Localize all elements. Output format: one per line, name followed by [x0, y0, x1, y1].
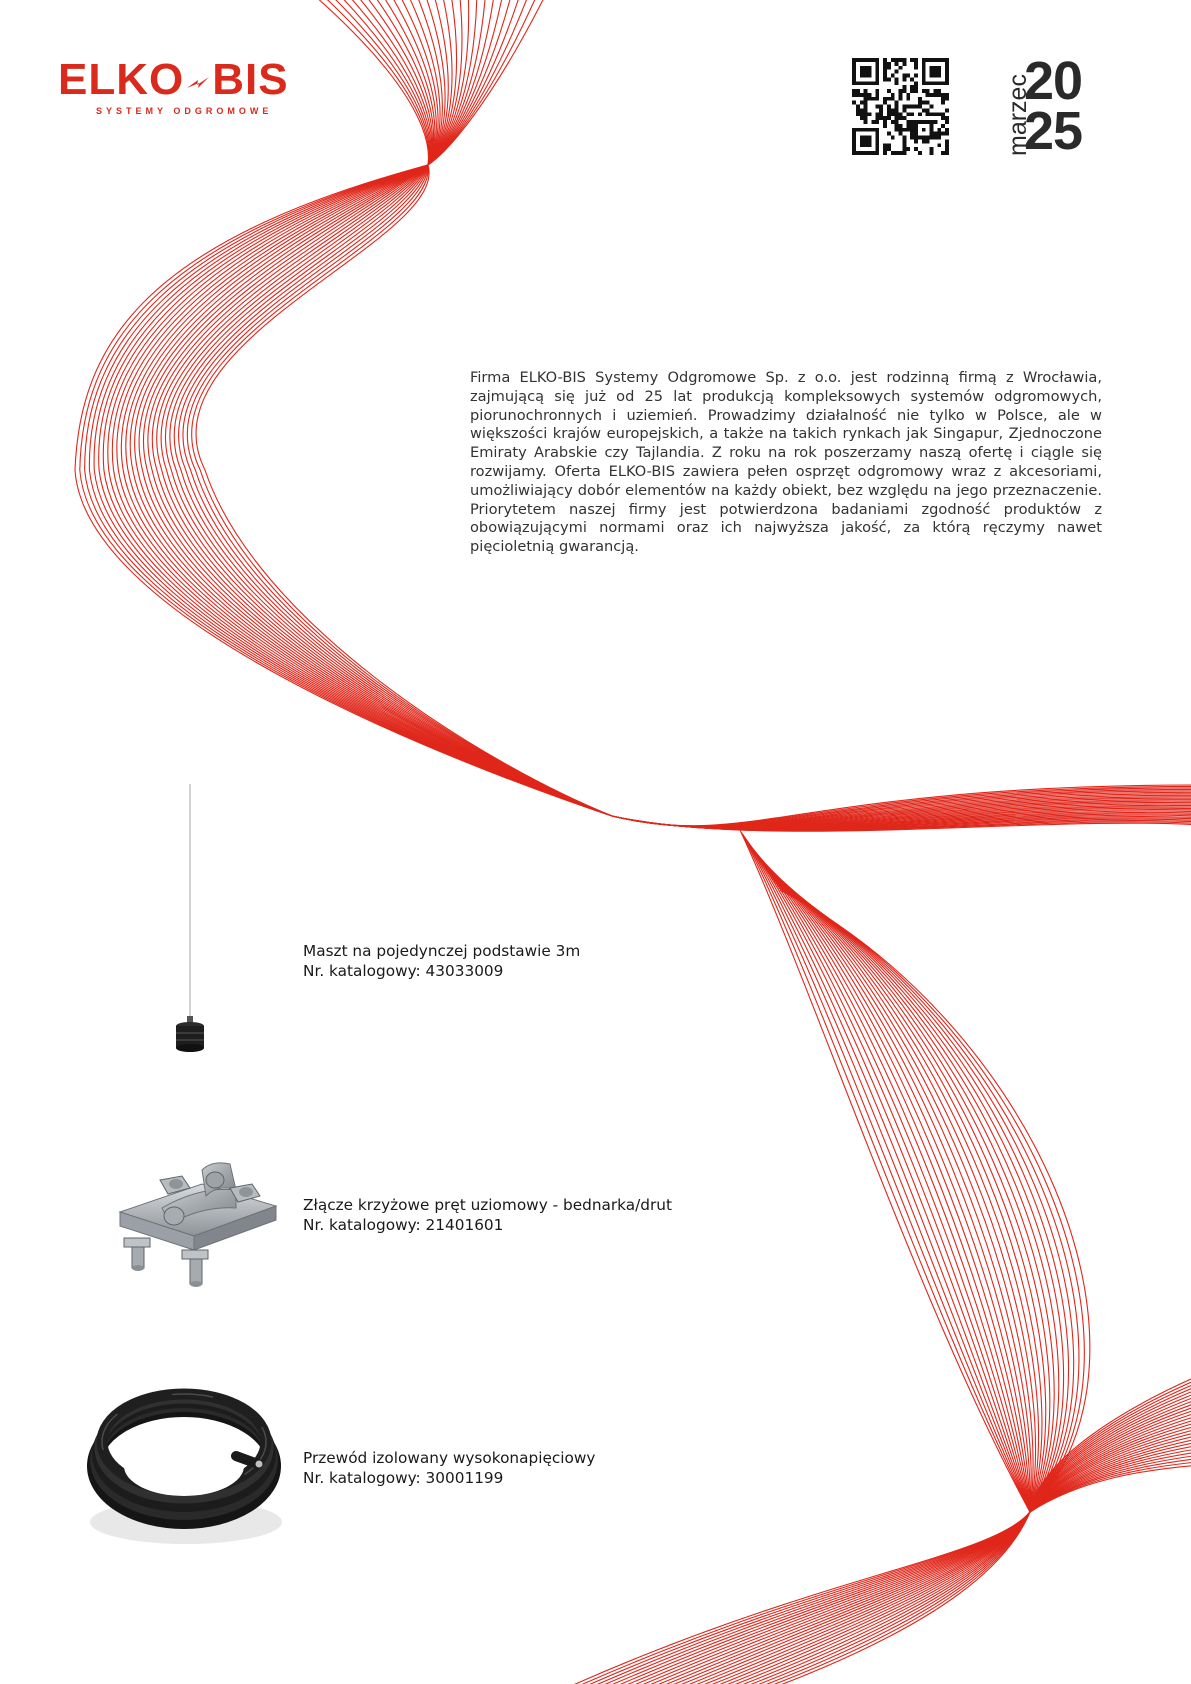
edition-year-bottom: 25	[1024, 101, 1083, 161]
lightning-bolt-icon	[185, 68, 211, 98]
company-description: Firma ELKO-BIS Systemy Odgromowe Sp. z o.o. jest rodzinną firmą z Wrocławia, zajmującą się już od 25 lat produkcją kompleksowych systemów odgromowych, piorunochronnych i uziemień. Prowadzimy działalność nie tylko w Polsce, ale w większości krajów europejskich, a także na takich rynkach jak Singapur, Zjednoczone Emiraty Arabskie czy Tajlandia. Z roku na rok poszerzamy naszą ofertę i ciągle się rozwijamy. Oferta ELKO-BIS zawiera pełen osprzęt odgromowy wraz z akcesoriami, umożliwiający dobór elementów na każdy obiekt, bez względu na jego przeznaczenie. Priorytetem naszej firmy jest potwierdzona badaniami zgodność produktów z obowiązującymi normami oraz ich najwyższa jakość, za którą ręczymy nawet pięcioletnią gwarancją.	[470, 369, 1102, 556]
brand-logo	[58, 56, 308, 122]
edition-year-top: 20	[1024, 51, 1083, 111]
product-catalog-number: Nr. katalogowy: 43033009	[303, 962, 504, 980]
product-item	[0, 1150, 1191, 1300]
product-catalog-number: Nr. katalogowy: 21401601	[303, 1216, 504, 1234]
brand-name-right: BIS	[212, 55, 289, 104]
product-name: Maszt na pojedynczej podstawie 3m	[303, 942, 581, 960]
cross-clamp-icon	[112, 1150, 282, 1290]
qr-code-icon	[852, 58, 949, 155]
brand-name	[58, 56, 308, 104]
edition-year	[1024, 51, 1104, 161]
product-name: Złącze krzyżowe pręt uziomowy - bednarka/drut	[303, 1196, 672, 1214]
product-item	[0, 1380, 1191, 1560]
mast-icon	[168, 780, 212, 1055]
brand-tagline: SYSTEMY ODGROMOWE	[96, 106, 273, 116]
brand-name-left: ELKO	[58, 55, 185, 104]
product-catalog-number: Nr. katalogowy: 30001199	[303, 1469, 504, 1487]
cable-coil-icon	[86, 1380, 290, 1555]
edition-month: marzec	[1004, 74, 1032, 156]
product-name: Przewód izolowany wysokonapięciowy	[303, 1449, 596, 1467]
product-item	[0, 780, 1191, 1060]
